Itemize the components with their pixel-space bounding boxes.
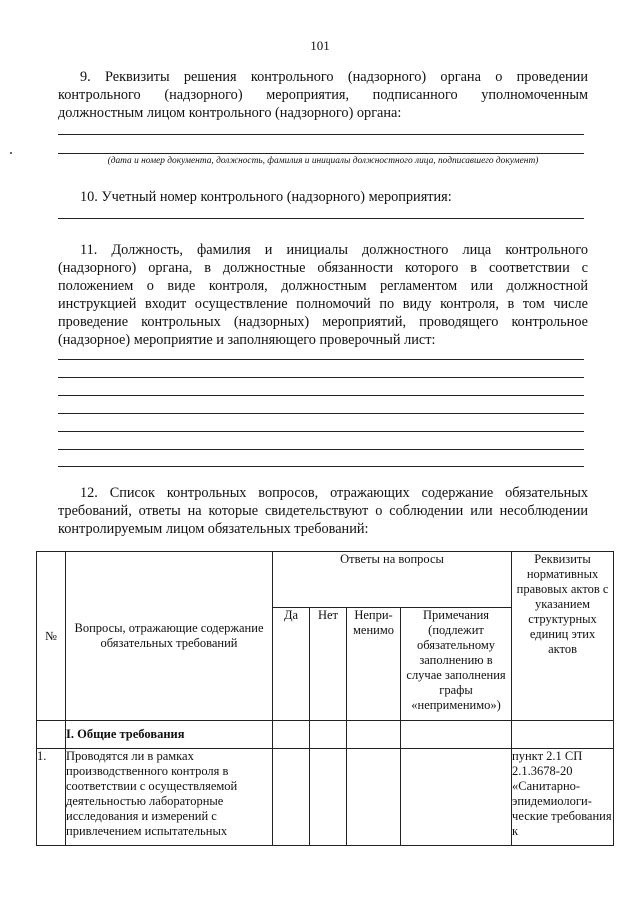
section-yes-cell: [273, 721, 310, 749]
paragraph-10: 10. Учетный номер контрольного (надзорного) мероприятия:: [80, 189, 452, 205]
header-not-applicable: Непри-менимо: [347, 608, 401, 721]
section-no-cell: [310, 721, 347, 749]
paragraph-9: 9. Реквизиты решения контрольного (надзорного) органа о проведении контрольного (надзорного) мероприятия, подписанного уполномоченным должностным лицом контрольного (надзорного) органа:: [58, 69, 588, 121]
fill-line: [58, 413, 584, 414]
fill-line: [58, 395, 584, 396]
section-row: [37, 721, 614, 749]
row-reference: пункт 2.1 СП 2.1.3678-20 «Санитарно-эпидемиологи-ческие требования к: [512, 749, 614, 846]
paragraph-9-caption: (дата и номер документа, должность, фамилия и инициалы должностного лица, подписавшего документ): [107, 156, 539, 166]
paragraph-11: 11. Должность, фамилия и инициалы должностного лица контрольного (надзорного) органа, в должностные обязанности которого в соответствии с положением о виде контроля, должностным регламентом или должностной инструкцией входит осуществление полномочий по виду контроля, в том числе проведение контрольных (надзорных) мероприятий, проводящего контрольное (надзорное) мероприятие и заполняющего проверочный лист:: [58, 242, 588, 348]
row-yes-cell[interactable]: [273, 749, 310, 846]
header-no: Нет: [310, 608, 347, 721]
row-number: 1.: [37, 749, 66, 846]
row-notes-cell[interactable]: [401, 749, 512, 846]
fill-line: [58, 134, 584, 135]
page-number: 101: [310, 38, 330, 53]
header-question: Вопросы, отражающие содержание обязательных требований: [66, 552, 273, 721]
section-notes-cell: [401, 721, 512, 749]
table-header-row: [37, 552, 614, 608]
fill-line: [58, 153, 584, 154]
section-title: I. Общие требования: [66, 721, 273, 749]
header-references: Реквизиты нормативных правовых актов с указанием структурных единиц этих актов: [512, 552, 614, 721]
paragraph-12: 12. Список контрольных вопросов, отражающих содержание обязательных требований, ответы на которые свидетельствуют о соблюдении или несоблюдении контролируемым лицом обязательных требований:: [58, 485, 588, 537]
row-question: Проводятся ли в рамках производственного контроля в соответствии с осуществляемой деятельностью лабораторные исследования и измерений с привлечением испытательных: [66, 749, 273, 846]
fill-line: [58, 218, 584, 219]
table-row: [37, 749, 614, 846]
header-answers: Ответы на вопросы: [273, 552, 512, 608]
fill-line: [58, 431, 584, 432]
section-na-cell: [347, 721, 401, 749]
header-number: №: [37, 552, 66, 721]
header-yes: Да: [273, 608, 310, 721]
checklist-table: [36, 551, 614, 846]
section-number-cell: [37, 721, 66, 749]
scan-speck: [10, 152, 12, 154]
row-na-cell[interactable]: [347, 749, 401, 846]
fill-line: [58, 449, 584, 450]
header-notes: Примечания (подлежит обязательному заполнению в случае заполнения графы «неприменимо»): [401, 608, 512, 721]
fill-line: [58, 359, 584, 360]
fill-line: [58, 377, 584, 378]
section-ref-cell: [512, 721, 614, 749]
fill-line: [58, 466, 584, 467]
row-no-cell[interactable]: [310, 749, 347, 846]
